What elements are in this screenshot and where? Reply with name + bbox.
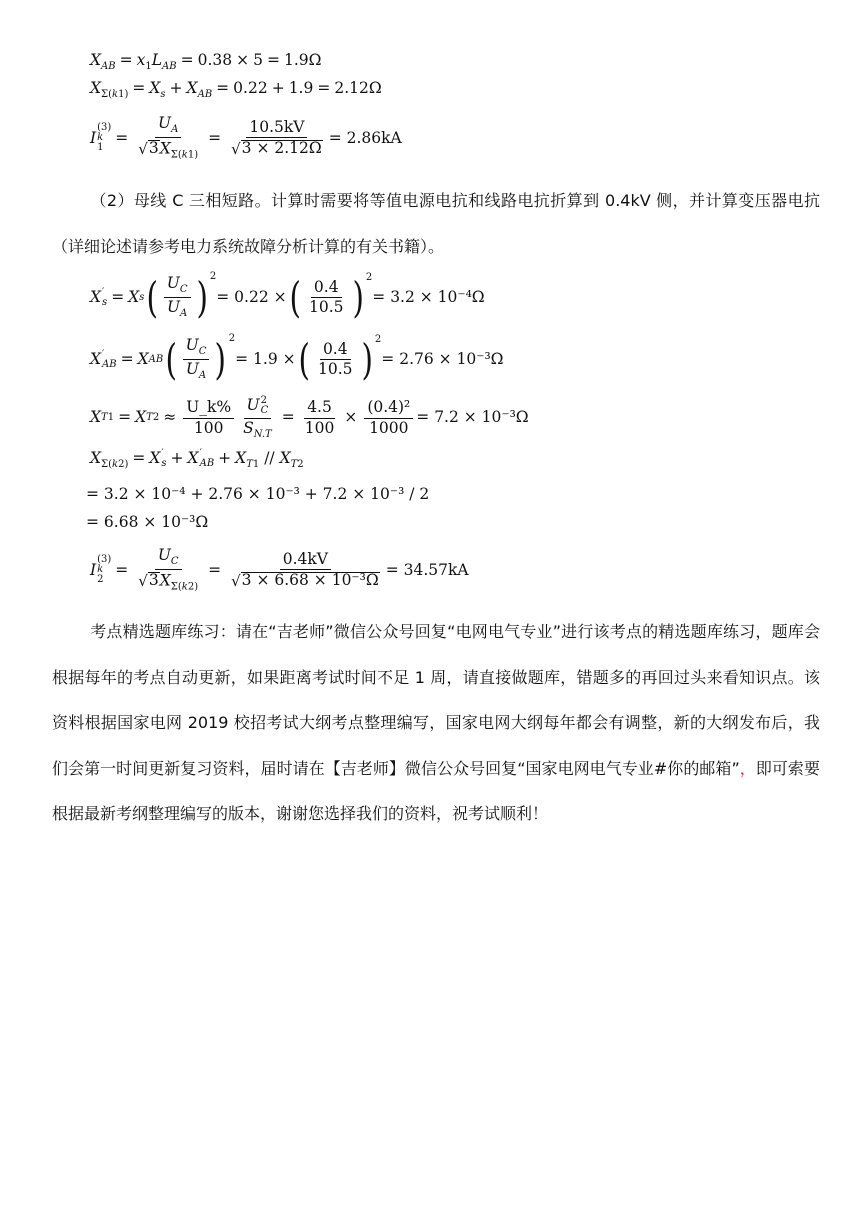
- paragraph-practice-note: 考点精选题库练习：请在“吉老师”微信公众号回复“电网电气专业”进行该考点的精选题库练习，题库会根据每年的考点自动更新，如果距离考试时间不足 1 周，请直接做题库，错题多的再回过头来看知识点。该资料根据国家电网 2019 校招考试大纲考点整理编写，国家电网大纲每年都会有调整，新的大纲发布后，我们会第一时间更新复习资料，届时请在【吉老师】微信公众号回复“国家电网电气专业#你的邮箱”，即可索要根据最新考纲整理编写的版本，谢谢您选择我们的资料，祝考试顺利！: [52, 622, 820, 823]
- fraction-10-5kv: 10.5kV √ 3 × 2.12Ω: [231, 117, 322, 158]
- equation-x-sum-k1: $X_{\Sigma(k1)} = X_s + X_{AB} = 0.22 + 1.9 = 2.12\Omega$: [90, 79, 382, 100]
- equation-i-k1: I (3) k 1 = $U_A$ √ 3 $X_{\Sigma(k1)}$ = 10.5kV √ 3 × 2.12Ω = 2.86kA: [90, 114, 402, 161]
- equation-x-s-prime: X ′ s = X s ( $\frac{U_C}{U_A}$ ) 2 = 0.22 × ( $\frac{0.4}{10.5}$ ) 2 = 3.2 × 10⁻⁴Ω: [90, 271, 485, 322]
- equation-x-sum-k2: $X_{\Sigma(k2)} = X$ ′ s + X ′ AB + $X_{T1} // X_{T2}$: [90, 448, 304, 470]
- paragraph-bus-c-short-circuit: （2）母线 C 三相短路。计算时需要将等值电源电抗和线路电抗折算到 0.4kV 侧，并计算变压器电抗（详细论述请参考电力系统故障分析计算的有关书籍）。: [52, 191, 820, 256]
- equation-x-ab: $X_{AB} = x_1L_{AB} = 0.38 \times 5 = 1.9\Omega$: [90, 51, 322, 72]
- fraction-ua-over-sqrt3x: $U_A$ √ 3 $X_{\Sigma(k1)}$: [138, 114, 199, 161]
- equation-sum-result: = 6.68 × 10⁻³Ω: [86, 513, 209, 531]
- equation-x-t: X T 1 = X T 2 ≈ $\frac{U\_k\%}{100}$ U 2 C $S_{N.T}$ = $\frac{4.5}{100}$ × $\frac{\text{(0.4)²}}{1000}$ = 7.2 × 10⁻³Ω: [90, 395, 529, 440]
- equation-i-k2: I (3) k 2 = $U_C$ √ 3 $X_{\Sigma(k2)}$ = 0.4kV √ 3 × 6.68 × 10⁻³Ω = 34.57kA: [90, 546, 469, 593]
- equation-x-ab-prime: X ′ AB = X AB ( $\frac{U_C}{U_A}$ ) 2 = 1.9 × ( $\frac{0.4}{10.5}$ ) 2 = 2.76 × 10⁻³Ω: [90, 333, 504, 384]
- equation-sum-expansion: = 3.2 × 10⁻⁴ + 2.76 × 10⁻³ + 7.2 × 10⁻³ / 2: [86, 485, 430, 503]
